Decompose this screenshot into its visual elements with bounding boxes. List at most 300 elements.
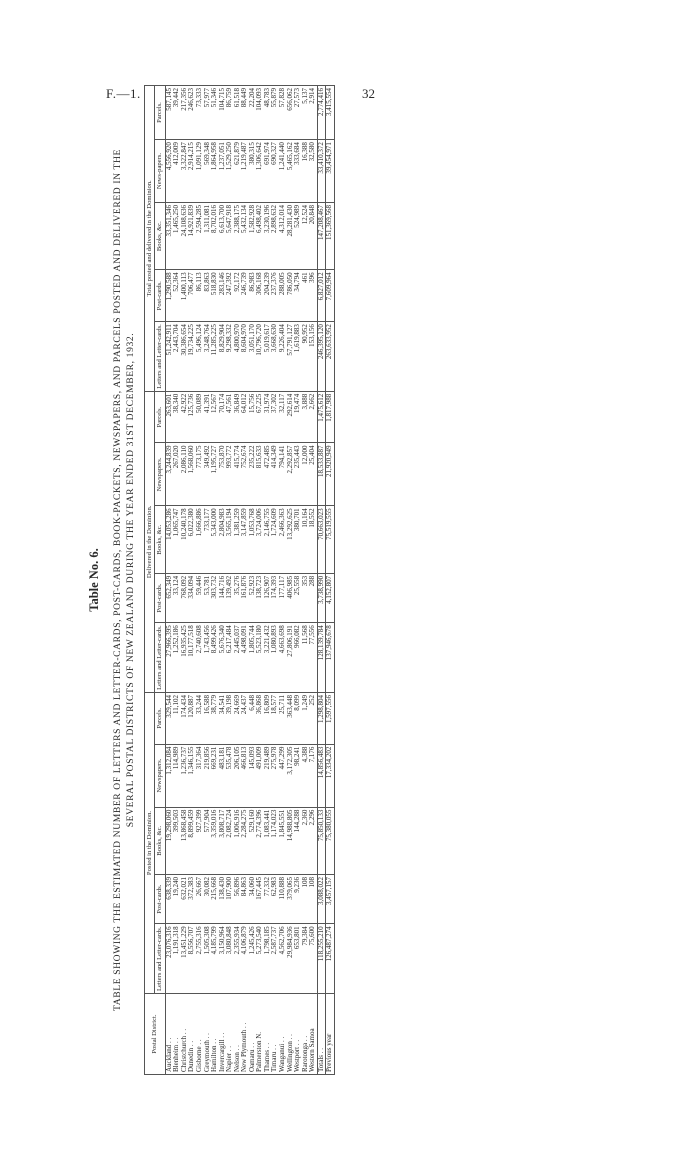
value: 303,732 xyxy=(210,575,219,599)
value: 75,600 xyxy=(308,926,317,946)
value: 1,529,250 xyxy=(225,142,234,171)
value: 33,124 xyxy=(172,575,181,596)
value: 114,989 xyxy=(172,746,181,770)
value: 786,050 xyxy=(285,272,294,296)
value: 1,083,441 xyxy=(262,809,271,838)
value: 51,242,911 xyxy=(164,324,173,356)
value: 491,009 xyxy=(255,746,264,770)
value: 34,541 xyxy=(217,694,226,715)
value: 406,985 xyxy=(285,575,294,599)
value: 2,804,983 xyxy=(217,508,226,537)
table-number: Table No. 6. xyxy=(87,548,101,612)
value: 1,864,958 xyxy=(210,142,219,171)
value: 632,021 xyxy=(179,876,188,900)
value: 2,284,275 xyxy=(240,809,249,838)
value: 1,006,916 xyxy=(232,809,241,838)
value: 104,715 xyxy=(217,88,226,111)
value: 283,146 xyxy=(217,272,226,296)
value: 396 xyxy=(308,272,317,283)
value: 37,302 xyxy=(270,393,279,414)
total-books-cell xyxy=(165,202,317,269)
value: 412,009 xyxy=(172,142,181,165)
value: 1,053,768 xyxy=(247,508,256,537)
value: 1,568,060 xyxy=(187,445,196,474)
value: 3,230,196 xyxy=(262,204,271,233)
value: 145,093 xyxy=(247,746,256,770)
value: 139,492 xyxy=(225,575,234,599)
value: 4,556,920 xyxy=(164,142,173,171)
value: 19,240 xyxy=(172,876,181,897)
value: 177,117 xyxy=(278,575,287,599)
value: 19,734,225 xyxy=(187,324,196,356)
value: 77,332 xyxy=(262,876,271,897)
value: 334,094 xyxy=(187,575,196,599)
value: 5,496,124 xyxy=(195,324,203,353)
value: 217,356 xyxy=(179,88,188,111)
col-header-newspapers: News-papers. xyxy=(155,140,165,203)
value: 5,432,134 xyxy=(240,204,249,233)
value: 19,298,060 xyxy=(164,809,173,842)
value: 215,668 xyxy=(210,876,219,900)
value: 108 xyxy=(308,876,317,888)
value: 3,080,848 xyxy=(225,926,234,955)
value: 621,879 xyxy=(232,142,241,165)
district-name: Greymouth . . xyxy=(202,1033,211,1072)
value: 55,879 xyxy=(270,88,279,108)
value: 38,779 xyxy=(210,694,219,715)
value: 1,237,051 xyxy=(217,142,226,171)
posted-letters-cell xyxy=(165,924,317,994)
value: 1,743,456 xyxy=(202,625,211,654)
value: 1,080,893 xyxy=(270,625,279,654)
value: 2,662 xyxy=(308,393,317,410)
value: 36,868 xyxy=(255,694,264,715)
value: 5,465,162 xyxy=(285,142,294,171)
value: 2,360 xyxy=(300,809,309,826)
value: 13,292,625 xyxy=(285,508,294,540)
value: 27,806,191 xyxy=(285,625,294,657)
district-name: Western Samoa xyxy=(308,1028,317,1072)
value: 219,856 xyxy=(202,746,211,770)
value: 86,113 xyxy=(195,272,203,292)
value: 5,137 xyxy=(300,88,309,104)
value: 6,613,700 xyxy=(217,204,226,233)
value: 2,146,755 xyxy=(262,508,271,537)
value: 9,236 xyxy=(293,876,302,893)
value: 292,614 xyxy=(285,393,294,417)
posted-prev: 3,457,157 xyxy=(326,874,335,923)
col-header-letters: Letters and Letter-cards. xyxy=(155,322,165,392)
value: 5,273,540 xyxy=(255,926,264,955)
delivered-prev: 75,519,555 xyxy=(326,506,335,573)
col-header-books: Books, &c. xyxy=(155,202,165,269)
value: 28,281,430 xyxy=(285,204,294,237)
value: 535,478 xyxy=(225,746,234,770)
value: 2,466,363 xyxy=(278,508,287,537)
posted-postcards-cell xyxy=(165,874,317,923)
value: 2,587,737 xyxy=(270,926,279,955)
value: 246,623 xyxy=(187,88,196,111)
value: 2,898,632 xyxy=(270,204,279,233)
value: 237,376 xyxy=(270,272,279,296)
district-name: Westport . . xyxy=(293,1039,302,1072)
district-name: Dunedin . . xyxy=(187,1040,196,1072)
value: 16,588 xyxy=(202,694,211,715)
value: 3,565,194 xyxy=(225,508,234,537)
value: 13,451,229 xyxy=(179,926,188,958)
delivered-prev: 21,920,949 xyxy=(326,443,335,506)
total-prev: 39,454,971 xyxy=(326,140,335,203)
delivered-total: 18,533,887 xyxy=(317,443,326,506)
value: 235,222 xyxy=(247,445,256,469)
grand-total: 6,827,012 xyxy=(317,270,326,322)
posted-parcels-cell xyxy=(165,692,317,744)
value: 2,445,037 xyxy=(232,625,241,654)
value: 33,244 xyxy=(195,694,203,715)
value: 219,489 xyxy=(262,746,271,770)
value: 3,244,839 xyxy=(164,445,173,474)
value: 815,633 xyxy=(255,445,264,469)
delivered-parcels-cell xyxy=(165,391,317,443)
value: 252 xyxy=(308,694,317,706)
value: 79,384 xyxy=(300,926,309,946)
value: 53,781 xyxy=(202,575,211,596)
value: 36,849 xyxy=(232,393,241,414)
value: 86,759 xyxy=(225,88,234,108)
value: 10,164 xyxy=(300,508,309,528)
value: 752,674 xyxy=(240,445,249,469)
value: 1,582,928 xyxy=(247,204,256,233)
col-header-district: Postal District. xyxy=(145,994,166,1075)
total-newspapers-cell xyxy=(165,140,317,203)
col-header-letters: Letters and Letter-cards. xyxy=(155,623,165,693)
value: 363,448 xyxy=(285,694,294,718)
value: 6,448 xyxy=(247,694,256,711)
district-name: New Plymouth . . xyxy=(240,1022,249,1072)
value: 306,168 xyxy=(255,272,264,296)
value: 4,312,014 xyxy=(278,204,287,233)
value: 275,978 xyxy=(270,746,279,770)
value: 399,503 xyxy=(172,809,181,833)
value: 13,868,458 xyxy=(179,809,188,842)
value: 14,988,805 xyxy=(285,809,294,842)
grand-total: 33,410,372 xyxy=(317,140,326,203)
value: 5,343,000 xyxy=(210,508,219,537)
delivered-newspapers-cell xyxy=(165,443,317,506)
value: 8,099 xyxy=(293,694,302,711)
value: 27,966,395 xyxy=(164,625,173,657)
value: 1,312,084 xyxy=(164,746,173,775)
value: 4,106,879 xyxy=(240,926,249,955)
value: 110,888 xyxy=(278,876,287,900)
value: 246,739 xyxy=(240,272,249,296)
total-prev: 7,609,964 xyxy=(326,270,335,322)
value: 20,848 xyxy=(308,204,317,225)
value: 669,231 xyxy=(210,746,219,770)
value: 48,783 xyxy=(262,88,271,108)
col-header-postcards: Post-cards. xyxy=(155,874,165,923)
value: 993,772 xyxy=(225,445,234,469)
col-header-parcels: Parcels. xyxy=(155,692,165,744)
posted-prev: 126,487,274 xyxy=(326,924,335,994)
value: 1,619,883 xyxy=(293,324,302,353)
value: 1,505,308 xyxy=(202,926,211,955)
value: 353 xyxy=(300,575,309,587)
value: 447,299 xyxy=(278,746,287,770)
value: 19,474 xyxy=(293,393,302,414)
grand-total: 246,395,120 xyxy=(317,322,326,392)
postal-statistics-table xyxy=(144,85,335,1075)
value: 24,108,636 xyxy=(179,204,188,237)
value: 29,984,936 xyxy=(285,926,294,958)
value: 380,315 xyxy=(247,142,256,165)
value: 120,887 xyxy=(187,694,196,718)
value: 10,796,720 xyxy=(255,324,264,356)
value: 3,147,859 xyxy=(240,508,249,537)
value: 768,092 xyxy=(179,575,188,599)
value: 1,290,588 xyxy=(164,272,173,301)
value: 372,383 xyxy=(187,876,196,900)
value: 1,465,250 xyxy=(172,204,181,233)
value: 39,198 xyxy=(225,694,234,715)
value: 16,388 xyxy=(300,142,309,162)
value: 2,774,396 xyxy=(255,809,264,838)
value: 11,102 xyxy=(172,694,181,714)
value: 31,974 xyxy=(262,393,271,414)
delivered-total: 1,475,612 xyxy=(317,391,326,443)
value: 3,724,006 xyxy=(255,508,264,537)
delivered-letters-cell xyxy=(165,623,317,693)
value: 706,477 xyxy=(187,272,196,296)
delivered-prev: 1,817,988 xyxy=(326,391,335,443)
value: 2,388,175 xyxy=(232,204,241,233)
value: 3,221,432 xyxy=(262,625,271,654)
value: 1,249 xyxy=(300,694,309,711)
col-header-newspapers: Newspapers. xyxy=(155,443,165,506)
value: 317,364 xyxy=(195,746,203,770)
value: 10,240,178 xyxy=(179,508,188,540)
value: 25,404 xyxy=(308,445,317,465)
value: 26,667 xyxy=(195,876,203,897)
value: 1,724,609 xyxy=(270,508,279,537)
group-header-delivered: Delivered in the Dominion. xyxy=(145,391,155,692)
value: 11,285,225 xyxy=(210,324,219,356)
value: 3,150,964 xyxy=(217,926,226,955)
value: 104,093 xyxy=(255,88,264,111)
value: 2,914,215 xyxy=(187,142,196,171)
delivered-total: 70,663,023 xyxy=(317,506,326,573)
value: 27,573 xyxy=(293,88,302,108)
value: 61,518 xyxy=(232,88,241,108)
value: 5,019,617 xyxy=(262,324,271,353)
col-header-books: Books, &c. xyxy=(155,807,165,874)
value: 380,701 xyxy=(293,508,302,532)
value: 18,577 xyxy=(270,694,279,715)
value: 34,060 xyxy=(247,876,256,897)
value: 83,863 xyxy=(202,272,211,292)
value: 3,051,170 xyxy=(247,324,256,353)
value: 52,364 xyxy=(172,272,181,292)
value: 18,552 xyxy=(308,508,317,528)
value: 12,524 xyxy=(300,204,309,225)
value: 4,185,799 xyxy=(210,926,219,955)
value: 6,217,484 xyxy=(225,625,234,654)
page-number: 32 xyxy=(362,86,375,101)
value: 1,091,129 xyxy=(195,142,203,171)
value: 483,181 xyxy=(217,746,226,770)
district-name: Oamaru . . xyxy=(247,1042,256,1072)
value: 753,870 xyxy=(217,445,226,469)
value: 25,558 xyxy=(293,575,302,596)
value: 1,845,551 xyxy=(278,809,287,838)
value: 8,899,459 xyxy=(187,809,196,838)
value: 90,952 xyxy=(300,324,309,344)
value: 92,172 xyxy=(232,272,241,292)
value: 333,684 xyxy=(293,142,302,165)
col-header-newspapers: Newspapers. xyxy=(155,744,165,807)
district-name: Rarotonga . . xyxy=(300,1035,309,1072)
value: 138,723 xyxy=(255,575,264,599)
value: 30,386,654 xyxy=(179,324,188,356)
value: 52,923 xyxy=(247,575,256,596)
value: 23,076,316 xyxy=(164,926,173,958)
col-header-postcards: Post-cards. xyxy=(155,270,165,322)
value: 59,446 xyxy=(195,575,203,596)
value: 927,399 xyxy=(195,809,203,833)
value: 1,065,747 xyxy=(172,508,181,537)
value: 8,829,904 xyxy=(217,324,226,353)
district-names-cell xyxy=(165,994,317,1075)
grand-total: 147,208,467 xyxy=(317,202,326,269)
value: 1,191,318 xyxy=(172,926,181,955)
value: 125,736 xyxy=(187,393,196,417)
value: 2,740,608 xyxy=(195,625,203,654)
district-name: Palmerston N. xyxy=(255,1031,264,1072)
value: 1,236,737 xyxy=(179,746,188,775)
value: 2,082,724 xyxy=(225,809,234,838)
value: 70,174 xyxy=(217,393,226,414)
district-name: Christchurch . . xyxy=(179,1028,188,1072)
value: 2,292,857 xyxy=(285,445,294,474)
posted-total: 14,856,483 xyxy=(317,744,326,807)
value: 98,241 xyxy=(293,746,302,766)
value: 1,245,426 xyxy=(247,926,256,955)
value: 8,702,016 xyxy=(210,204,219,233)
total-prev: 3,415,554 xyxy=(326,86,335,140)
value: 10,177,518 xyxy=(187,625,196,657)
value: 3,668,630 xyxy=(270,324,279,353)
delivered-prev: 4,152,807 xyxy=(326,573,335,622)
value: 587,145 xyxy=(164,88,173,111)
value: 84,863 xyxy=(240,876,249,897)
posted-newspapers-cell xyxy=(165,744,317,807)
value: 2,755,316 xyxy=(195,926,203,955)
value: 472,485 xyxy=(262,445,271,469)
group-header-total: Total posted and delivered in the Dominion. xyxy=(145,86,155,392)
value: 3,172,305 xyxy=(285,746,294,775)
value: 12,567 xyxy=(210,393,219,414)
posted-books-cell xyxy=(165,807,317,874)
value: 51,346 xyxy=(210,88,219,108)
delivered-books-cell xyxy=(165,506,317,573)
value: 9,298,332 xyxy=(225,324,234,353)
value: 25,711 xyxy=(278,694,287,714)
value: 288,005 xyxy=(278,272,287,296)
delivered-total: 3,738,990 xyxy=(317,573,326,622)
value: 415,774 xyxy=(232,445,241,469)
col-header-parcels: Parcels. xyxy=(155,391,165,443)
value: 690,327 xyxy=(270,142,279,165)
previous-year-row xyxy=(326,86,335,1075)
value: 144,716 xyxy=(217,575,226,599)
district-name: Thames . . xyxy=(262,1042,271,1072)
col-header-letters: Letters and Letter-cards. xyxy=(155,924,165,994)
value: 107,900 xyxy=(225,876,234,900)
value: 88,449 xyxy=(240,88,249,108)
value: 773,175 xyxy=(195,445,203,469)
value: 5,647,918 xyxy=(225,204,234,233)
district-rows xyxy=(165,86,317,1075)
value: 414,349 xyxy=(270,445,279,469)
value: 1,219,487 xyxy=(240,142,249,171)
grand-total: 2,774,416 xyxy=(317,86,326,140)
delivered-total: 128,139,784 xyxy=(317,623,326,693)
value: 6,498,402 xyxy=(255,204,264,233)
value: 966,082 xyxy=(293,625,302,649)
value: 638,339 xyxy=(164,876,173,900)
value: 4,663,698 xyxy=(278,625,287,654)
district-name: Hamilton . . xyxy=(210,1038,219,1072)
rotated-table-block xyxy=(84,85,529,1075)
value: 167,445 xyxy=(255,876,264,900)
value: 349,492 xyxy=(202,445,211,469)
district-name: Gisborne . . xyxy=(195,1039,203,1072)
district-name: Invercargill . . xyxy=(217,1032,226,1072)
district-name: Wellington . . xyxy=(285,1034,294,1072)
value: 14,921,839 xyxy=(187,204,196,237)
value: 1,311,081 xyxy=(202,204,211,233)
district-name: Nelson . . xyxy=(232,1045,241,1072)
value: 247,392 xyxy=(225,272,234,296)
col-header-postcards: Post-cards. xyxy=(155,573,165,622)
group-header-posted: Posted in the Dominion. xyxy=(145,692,155,993)
value: 524,989 xyxy=(293,204,302,228)
page-section-code: F.—1. xyxy=(106,86,141,101)
value: 3,248,764 xyxy=(202,324,211,353)
value: 8,556,707 xyxy=(187,926,196,955)
value: 235,443 xyxy=(293,445,302,469)
total-parcels-cell xyxy=(165,86,317,140)
value: 2,086,110 xyxy=(179,445,188,474)
value: 35,276 xyxy=(232,575,241,596)
value: 42,922 xyxy=(179,393,188,414)
delivered-prev: 137,946,678 xyxy=(326,623,335,693)
district-name: Timaru . . xyxy=(270,1044,279,1072)
value: 1,381,259 xyxy=(232,508,241,537)
value: 1,195,727 xyxy=(210,445,219,474)
value: 2,355,934 xyxy=(232,926,241,955)
value: 4,388 xyxy=(300,746,309,763)
value: 41,391 xyxy=(202,393,211,414)
posted-total: 3,088,022 xyxy=(317,874,326,923)
value: 9,226,404 xyxy=(278,324,287,353)
value: 153,156 xyxy=(308,324,317,347)
total-letters-cell xyxy=(165,322,317,392)
value: 57,791,127 xyxy=(285,324,294,356)
delivered-postcards-cell xyxy=(165,573,317,622)
value: 34,794 xyxy=(293,272,302,292)
value: 57,977 xyxy=(202,88,211,108)
